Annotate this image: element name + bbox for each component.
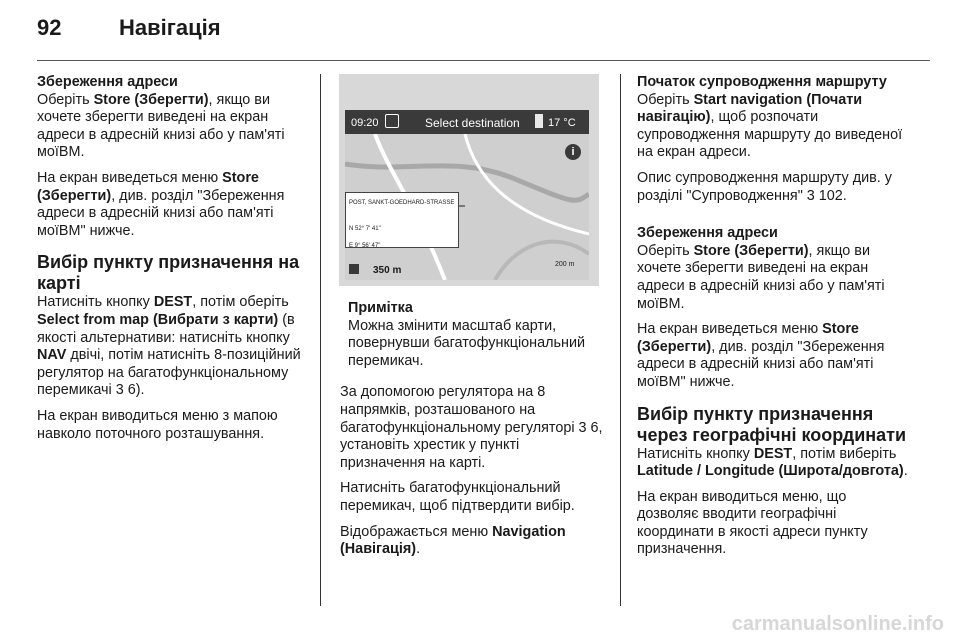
header-rule bbox=[37, 60, 930, 61]
section-title-start-guidance: Початок супроводження маршруту bbox=[637, 74, 887, 90]
screen-title: Select destination bbox=[425, 116, 520, 130]
column-divider-2 bbox=[620, 74, 621, 606]
section-title-coordinates: Вибір пункту призначення через географічні координати bbox=[637, 403, 907, 445]
column-left bbox=[37, 74, 307, 451]
navigation-screen-figure bbox=[339, 74, 599, 286]
map-distance: 350 m bbox=[373, 265, 402, 276]
section-title-store-address-2: Збереження адреси bbox=[637, 225, 778, 242]
map-scale: 200 m bbox=[555, 261, 575, 268]
screen-time: 09:20 bbox=[351, 117, 379, 129]
card-longitude: E 9° 56' 47" bbox=[349, 243, 381, 250]
section-title-store-address: Збереження адреси bbox=[37, 74, 178, 90]
page-number: 92 bbox=[37, 15, 62, 40]
column-middle bbox=[340, 74, 606, 567]
paragraph: Оберіть Store (Зберегти), якщо ви хочете зберегти виведені на екран адреси в адресній книзі або у пам'яті моїВМ. bbox=[37, 91, 285, 161]
spacer bbox=[637, 213, 909, 225]
paragraph: Опис супроводження маршруту див. у розділі "Супроводження" 3 102. bbox=[637, 169, 892, 204]
column-right bbox=[637, 74, 909, 567]
note-title: Примітка bbox=[348, 300, 413, 316]
paragraph: На екран виведеться меню Store (Зберегти), див. розділ "Збереження адреси в адресній книзі або пам'яті моїВМ" нижче. bbox=[637, 321, 885, 390]
paragraph: Натисніть багатофункціональний перемикач, щоб підтвердити вибір. bbox=[340, 480, 575, 514]
paragraph: Відображається меню Navigation (Навігація). bbox=[340, 523, 566, 558]
check-icon bbox=[385, 114, 399, 128]
paragraph: Натисніть кнопку DEST, потім виберіть Latitude / Longitude (Широта/довгота). bbox=[637, 445, 908, 480]
paragraph: На екран виводиться меню, що дозволяє вводити географічні координати в якості адреси пункту призначення. bbox=[637, 488, 868, 558]
paragraph: Натисніть кнопку DEST, потім оберіть Select from map (Вибрати з карти) (в якості альтернативи: натисніть кнопку NAV двічі, потім натисніть 8-позиційний регулятор на багатофункціональному перемикачі 3 6). bbox=[37, 294, 301, 399]
watermark: carmanualsonline.info bbox=[731, 613, 944, 635]
screen-status-bar bbox=[345, 110, 589, 134]
paragraph: Оберіть Start navigation (Почати навігацію), щоб розпочати супроводження маршруту до виведеної на екран адреси. bbox=[637, 91, 903, 161]
column-divider-1 bbox=[320, 74, 321, 606]
page-title: Навігація bbox=[119, 15, 221, 40]
thermometer-icon bbox=[535, 114, 543, 128]
destination-info-card bbox=[345, 192, 459, 248]
paragraph: На екран виведеться меню Store (Зберегти), див. розділ "Збереження адреси в адресній книзі або пам'яті моїВМ" нижче. bbox=[37, 169, 285, 239]
section-title-select-on-map: Вибір пункту призначення на карті bbox=[37, 252, 300, 294]
close-icon[interactable] bbox=[349, 264, 359, 274]
note-box bbox=[348, 300, 606, 370]
screen-temperature: 17 °C bbox=[548, 117, 576, 129]
info-icon[interactable]: i bbox=[565, 144, 581, 160]
card-latitude: N 52° 7' 41" bbox=[349, 225, 381, 232]
paragraph: На екран виводиться меню з мапою навколо поточного розташування. bbox=[37, 407, 278, 442]
paragraph: За допомогою регулятора на 8 напрямків, розташованого на багатофункціональному регуляторі 3 6, установіть хрестик у пункті призначення на карті. bbox=[340, 384, 603, 471]
card-street: POST, SANKT-GOEDHARD-STRASSE bbox=[349, 200, 455, 206]
note-text: Можна змінити масштаб карти, повернувши багатофункціональний перемикач. bbox=[348, 317, 586, 369]
paragraph: Оберіть Store (Зберегти), якщо ви хочете зберегти виведені на екран адреси в адресній книзі або у пам'яті моїВМ. bbox=[637, 242, 885, 312]
